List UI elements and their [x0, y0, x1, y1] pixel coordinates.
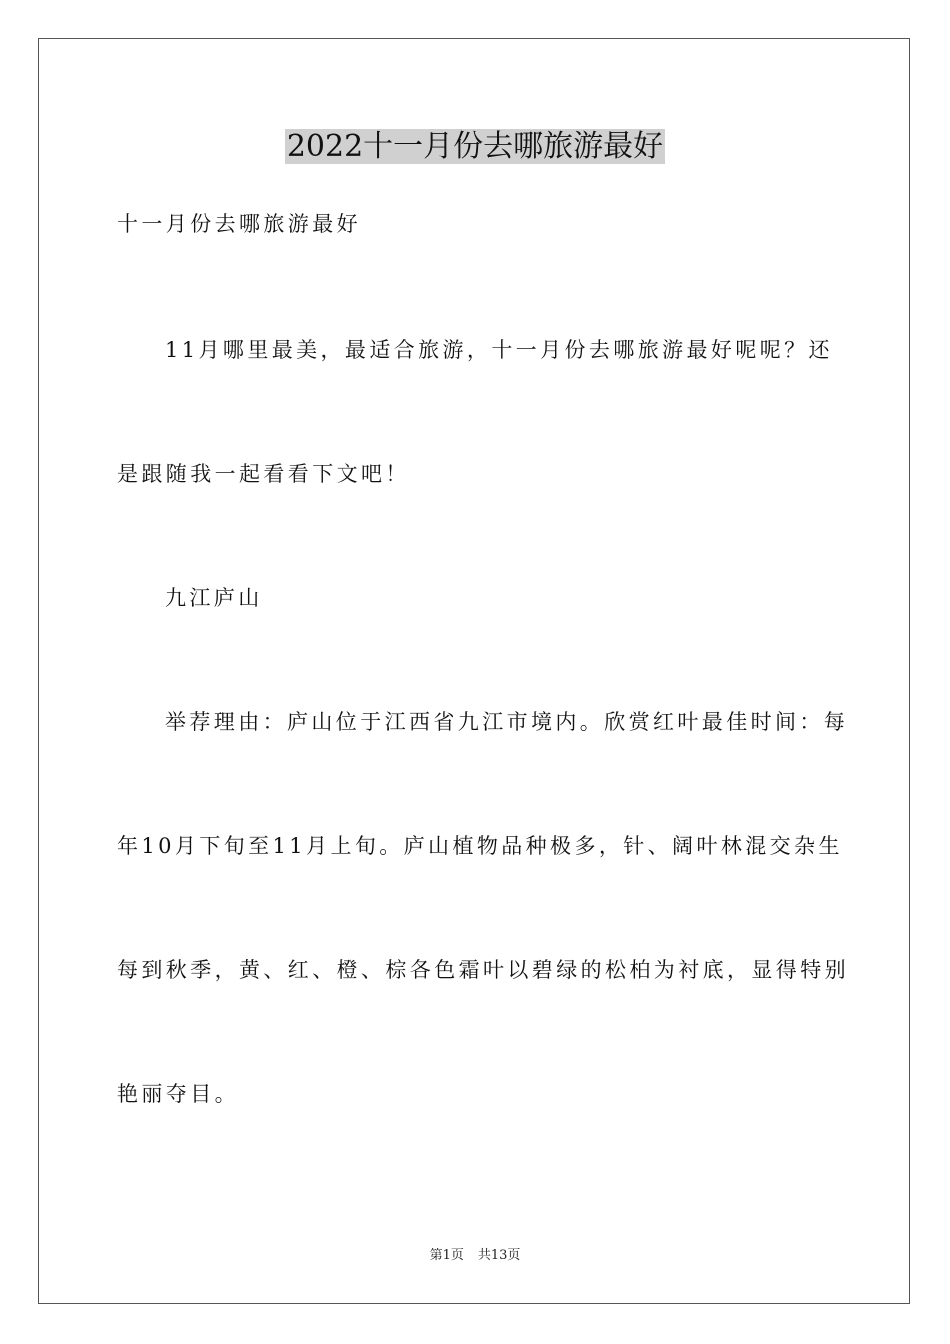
paragraph-line-3: 举荐理由：庐山位于江西省九江市境内。欣赏红叶最佳时间：每	[165, 710, 849, 734]
paragraph-line-6: 艳丽夺目。	[117, 1082, 239, 1106]
paragraph-line-5: 每到秋季，黄、红、橙、棕各色霜叶以碧绿的松柏为衬底，显得特别	[117, 958, 849, 982]
paragraph-line-1: 11月哪里最美，最适合旅游，十一月份去哪旅游最好呢呢？还	[165, 338, 833, 362]
subtitle-line: 十一月份去哪旅游最好	[117, 212, 361, 236]
document-title-text: 2022十一月份去哪旅游最好	[286, 129, 664, 164]
paragraph-line-2: 是跟随我一起看看下文吧！	[117, 462, 410, 486]
page-footer	[0, 1247, 950, 1265]
page-total: 共13页	[477, 1248, 521, 1263]
document-title	[0, 127, 950, 167]
paragraph-line-4: 年10月下旬至11月上旬。庐山植物品种极多，针、阔叶林混交杂生	[117, 834, 843, 858]
section-heading-lushan: 九江庐山	[165, 586, 263, 610]
page-number: 第1页	[429, 1248, 464, 1263]
